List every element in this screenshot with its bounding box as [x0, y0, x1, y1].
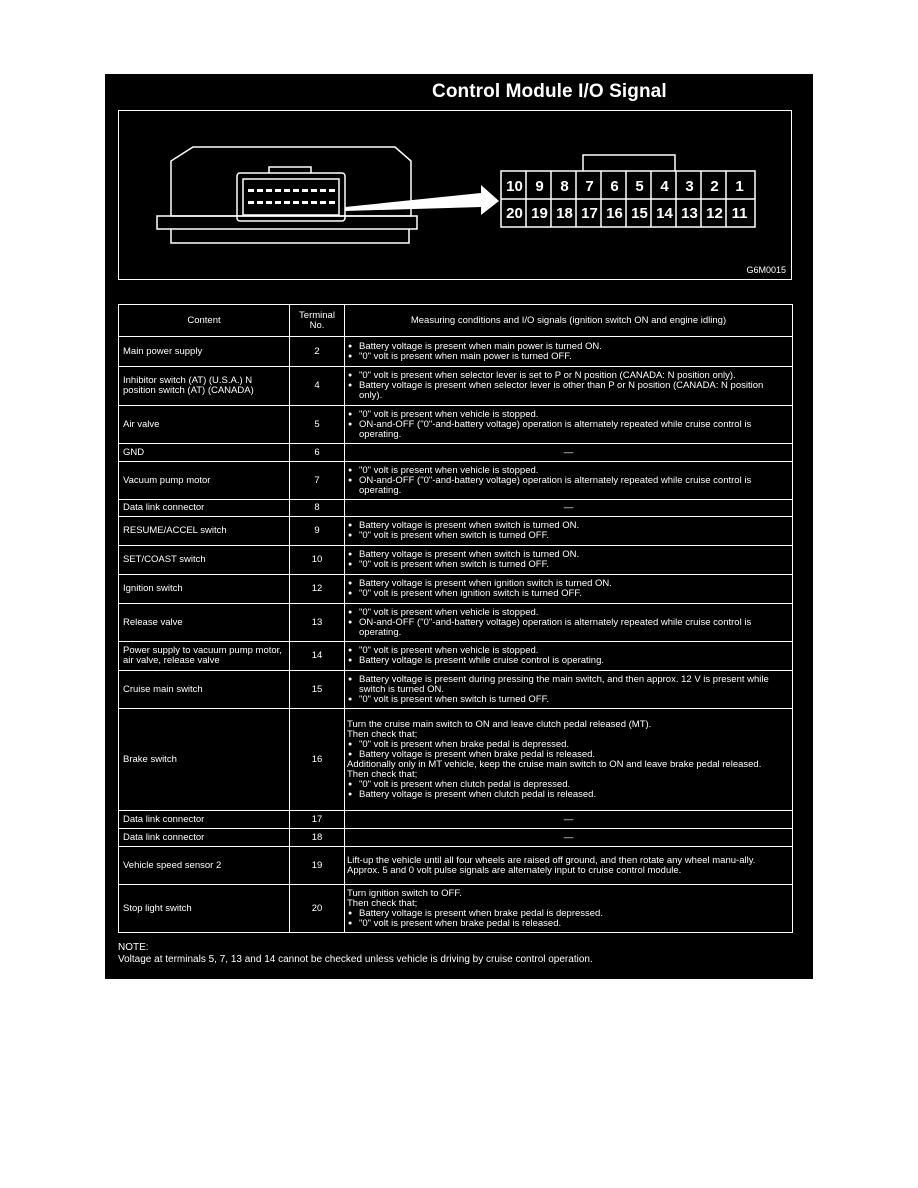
pin-label: 14 [656, 205, 673, 222]
figure-code: G6M0015 [746, 265, 786, 275]
condition-line: Approx. 5 and 0 volt pulse signals are alternately input to cruise control module. [347, 864, 682, 876]
condition-line: Then check that; [347, 897, 418, 909]
row-content: GND [119, 444, 290, 462]
row-content: Vehicle speed sensor 2 [119, 847, 290, 885]
row-content: Power supply to vacuum pump motor, air valve, release valve [119, 642, 290, 671]
pin-label: 20 [506, 205, 523, 222]
row-conditions [345, 517, 793, 546]
note [118, 942, 798, 966]
column-header-content: Content [119, 305, 290, 337]
row-content: Air valve [119, 406, 290, 444]
pin-label: 18 [556, 205, 573, 222]
module-socket [237, 173, 345, 221]
condition-line: Turn the cruise main switch to ON and leave clutch pedal released (MT). [347, 718, 652, 730]
pin-label: 5 [635, 178, 644, 195]
condition-bullet: ● Battery voltage is present during pressing the main switch, and then approx. 12 V is present while switch is turned ON. [347, 675, 788, 695]
condition-bullet: ● Battery voltage is present when switch is turned ON. [347, 550, 788, 560]
pin-label: 2 [710, 178, 719, 195]
row-conditions: — [345, 444, 793, 462]
condition-bullet: ● ON-and-OFF ("0"-and-battery voltage) operation is alternately repeated while cruise control is operating. [347, 420, 788, 440]
row-conditions [345, 885, 793, 933]
module-socket-pins [248, 189, 335, 204]
row-terminal: 9 [290, 517, 345, 546]
row-terminal: 19 [290, 847, 345, 885]
condition-bullet: ● "0" volt is present when brake pedal is released. [347, 919, 788, 929]
row-content: Ignition switch [119, 575, 290, 604]
row-terminal: 15 [290, 671, 345, 709]
row-conditions [345, 575, 793, 604]
table-row [119, 847, 793, 885]
row-conditions [345, 642, 793, 671]
condition-bullet: ● "0" volt is present when selector lever is set to P or N position (CANADA: N position only). [347, 371, 788, 381]
row-content: Data link connector [119, 811, 290, 829]
table-row [119, 709, 793, 811]
table-row [119, 517, 793, 546]
table-row [119, 500, 793, 517]
row-conditions [345, 406, 793, 444]
pin-label: 1 [735, 178, 744, 195]
pin-label: 12 [706, 205, 723, 222]
row-content: Brake switch [119, 709, 290, 811]
module-flange [157, 216, 417, 229]
table-row [119, 575, 793, 604]
page-title: Control Module I/O Signal [432, 81, 667, 102]
table-row [119, 604, 793, 642]
condition-bullet: ● "0" volt is present when brake pedal is depressed. [347, 740, 788, 750]
pin-label: 13 [681, 205, 698, 222]
table-row [119, 406, 793, 444]
row-terminal: 14 [290, 642, 345, 671]
condition-bullet: ● "0" volt is present when switch is turned OFF. [347, 560, 788, 570]
table-row [119, 546, 793, 575]
row-conditions [345, 671, 793, 709]
condition-bullet: ● "0" volt is present when vehicle is stopped. [347, 410, 788, 420]
row-content: Cruise main switch [119, 671, 290, 709]
condition-line: Then check that; [347, 768, 418, 780]
pin-label: 6 [610, 178, 619, 195]
condition-bullet: ● Battery voltage is present when brake pedal is released. [347, 750, 788, 760]
row-terminal: 4 [290, 367, 345, 406]
note-label: NOTE: [118, 942, 149, 953]
row-content: Data link connector [119, 500, 290, 517]
connector-figure [118, 110, 792, 280]
row-conditions: — [345, 500, 793, 517]
condition-bullet: ● Battery voltage is present when main power is turned ON. [347, 342, 788, 352]
row-terminal: 16 [290, 709, 345, 811]
pin-label: 15 [631, 205, 648, 222]
row-terminal: 10 [290, 546, 345, 575]
row-content: Vacuum pump motor [119, 462, 290, 500]
condition-bullet: ● "0" volt is present when vehicle is stopped. [347, 646, 788, 656]
row-content: RESUME/ACCEL switch [119, 517, 290, 546]
condition-line: Turn ignition switch to OFF. [347, 887, 462, 899]
row-conditions [345, 847, 793, 885]
document-page [105, 74, 813, 979]
table-row [119, 811, 793, 829]
table-row [119, 462, 793, 500]
condition-line: Additionally only in MT vehicle, keep the cruise main switch to ON and leave brake pedal released. [347, 758, 762, 770]
row-conditions [345, 367, 793, 406]
row-terminal: 17 [290, 811, 345, 829]
row-terminal: 7 [290, 462, 345, 500]
pin-label: 16 [606, 205, 623, 222]
row-conditions [345, 546, 793, 575]
note-text: Voltage at terminals 5, 7, 13 and 14 cannot be checked unless vehicle is driving by cruise control operation. [118, 954, 593, 965]
pin-label: 3 [685, 178, 694, 195]
row-conditions: — [345, 811, 793, 829]
condition-bullet: ● Battery voltage is present when switch is turned ON. [347, 521, 788, 531]
column-header-terminal: Terminal No. [290, 305, 345, 337]
condition-bullet: ● ON-and-OFF ("0"-and-battery voltage) operation is alternately repeated while cruise control is operating. [347, 618, 788, 638]
io-signal-table [118, 304, 793, 933]
table-row [119, 829, 793, 847]
condition-bullet: ● "0" volt is present when clutch pedal is depressed. [347, 780, 788, 790]
row-conditions [345, 604, 793, 642]
column-header-conditions: Measuring conditions and I/O signals (ignition switch ON and engine idling) [345, 305, 793, 337]
row-conditions [345, 337, 793, 367]
row-content: SET/COAST switch [119, 546, 290, 575]
table-row [119, 444, 793, 462]
condition-bullet: ● "0" volt is present when main power is turned OFF. [347, 352, 788, 362]
row-terminal: 18 [290, 829, 345, 847]
row-content: Main power supply [119, 337, 290, 367]
pin-label: 10 [506, 178, 523, 195]
condition-bullet: ● Battery voltage is present when brake pedal is depressed. [347, 909, 788, 919]
module-socket-latch [269, 167, 311, 173]
condition-bullet: ● Battery voltage is present when ignition switch is turned ON. [347, 579, 788, 589]
row-conditions [345, 462, 793, 500]
condition-bullet: ● "0" volt is present when vehicle is stopped. [347, 466, 788, 476]
pin-label: 11 [731, 205, 748, 222]
pin-label: 7 [585, 178, 594, 195]
pin-label: 9 [535, 178, 544, 195]
arrow-right-icon [345, 185, 499, 215]
table-row [119, 642, 793, 671]
row-content: Stop light switch [119, 885, 290, 933]
pin-label: 17 [581, 205, 598, 222]
row-content: Release valve [119, 604, 290, 642]
condition-bullet: ● ON-and-OFF ("0"-and-battery voltage) operation is alternately repeated while cruise control is operating. [347, 476, 788, 496]
condition-bullet: ● "0" volt is present when switch is turned OFF. [347, 695, 788, 705]
row-content: Inhibitor switch (AT) (U.S.A.) N position switch (AT) (CANADA) [119, 367, 290, 406]
row-terminal: 12 [290, 575, 345, 604]
condition-line: Then check that; [347, 728, 418, 740]
row-terminal: 8 [290, 500, 345, 517]
condition-bullet: ● Battery voltage is present when clutch pedal is released. [347, 790, 788, 800]
table-row [119, 885, 793, 933]
row-content: Data link connector [119, 829, 290, 847]
condition-bullet: ● "0" volt is present when switch is turned OFF. [347, 531, 788, 541]
condition-bullet: ● Battery voltage is present while cruise control is operating. [347, 656, 788, 666]
row-terminal: 6 [290, 444, 345, 462]
row-conditions [345, 709, 793, 811]
row-terminal: 5 [290, 406, 345, 444]
row-terminal: 2 [290, 337, 345, 367]
table-header-row [119, 305, 793, 337]
table-row [119, 337, 793, 367]
table-row [119, 671, 793, 709]
row-terminal: 13 [290, 604, 345, 642]
condition-bullet: ● "0" volt is present when ignition switch is turned OFF. [347, 589, 788, 599]
condition-bullet: ● "0" volt is present when vehicle is stopped. [347, 608, 788, 618]
row-conditions: — [345, 829, 793, 847]
pin-label: 8 [560, 178, 569, 195]
row-terminal: 20 [290, 885, 345, 933]
module-socket-inner [243, 179, 339, 215]
table-row [119, 367, 793, 406]
module-base [171, 229, 409, 243]
condition-line: Lift-up the vehicle until all four wheels are raised off ground, and then rotate any wheel manu-ally. [347, 854, 756, 866]
pin-label: 4 [660, 178, 669, 195]
pin-label: 19 [531, 205, 548, 222]
condition-bullet: ● Battery voltage is present when selector lever is other than P or N position (CANADA: N position only). [347, 381, 788, 401]
